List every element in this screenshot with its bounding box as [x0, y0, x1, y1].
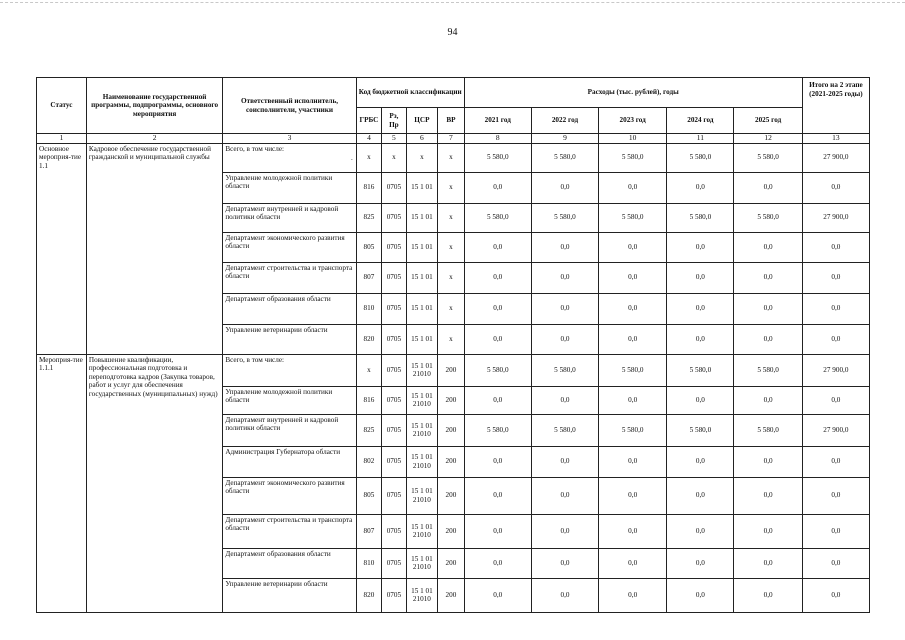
- executor-cell: [223, 386, 356, 414]
- budget-table: [36, 77, 870, 613]
- y2024-cell: 5 580,0: [667, 354, 734, 386]
- y2021-cell: 0,0: [464, 262, 531, 293]
- vr-cell: x: [438, 203, 464, 232]
- executor-cell: [223, 262, 356, 293]
- vr-cell: 200: [438, 446, 464, 477]
- y2022-cell: 5 580,0: [531, 143, 598, 172]
- total-cell: 0,0: [802, 293, 869, 324]
- executor-cell: [223, 477, 356, 514]
- y2021-cell: 5 580,0: [464, 414, 531, 446]
- vr-cell: 200: [438, 514, 464, 548]
- y2022-cell: 0,0: [531, 578, 598, 612]
- executor-cell: [223, 293, 356, 324]
- total-cell: 0,0: [802, 514, 869, 548]
- header-csr: ЦСР: [406, 108, 438, 134]
- total-cell: 0,0: [802, 324, 869, 354]
- y2023-cell: 0,0: [599, 293, 667, 324]
- total-cell: 0,0: [802, 548, 869, 578]
- csr-cell: 15 1 01 21010: [406, 446, 438, 477]
- executor-cell: [223, 232, 356, 262]
- y2025-cell: 0,0: [734, 514, 802, 548]
- table-header: [37, 78, 870, 144]
- grbs-cell: 805: [356, 477, 381, 514]
- grbs-cell: 820: [356, 578, 381, 612]
- group-main-activity-1-1: [37, 143, 870, 354]
- y2025-cell: 0,0: [734, 578, 802, 612]
- executor-label: Управление молодежной политики области: [225, 173, 333, 190]
- csr-cell: 15 1 01 21010: [406, 354, 438, 386]
- y2021-cell: 0,0: [464, 172, 531, 203]
- total-cell: 0,0: [802, 477, 869, 514]
- executor-label: Управление ветеринарии области: [225, 325, 328, 334]
- vr-cell: 200: [438, 477, 464, 514]
- header-2021: 2021 год: [464, 108, 531, 134]
- rzpr-cell: 0705: [382, 172, 406, 203]
- y2021-cell: 0,0: [464, 514, 531, 548]
- y2022-cell: 5 580,0: [531, 414, 598, 446]
- y2023-cell: 0,0: [599, 232, 667, 262]
- csr-cell: 15 1 01: [406, 203, 438, 232]
- page-top-rule: [0, 2, 905, 3]
- y2021-cell: 0,0: [464, 386, 531, 414]
- grbs-cell: x: [356, 143, 381, 172]
- csr-cell: 15 1 01: [406, 172, 438, 203]
- csr-cell: 15 1 01: [406, 324, 438, 354]
- y2023-cell: 0,0: [599, 514, 667, 548]
- executor-label: Всего, в том числе:: [225, 144, 285, 153]
- vr-cell: 200: [438, 578, 464, 612]
- col-number: 2: [86, 134, 222, 144]
- vr-cell: x: [438, 143, 464, 172]
- vr-cell: 200: [438, 386, 464, 414]
- y2025-cell: 0,0: [734, 262, 802, 293]
- col-number: 11: [667, 134, 734, 144]
- col-number: 5: [382, 134, 406, 144]
- grbs-cell: 816: [356, 172, 381, 203]
- header-executor: Ответственный исполнитель, соисполнители, участники: [223, 78, 356, 134]
- executor-label: Департамент экономического развития области: [225, 233, 345, 250]
- csr-cell: 15 1 01 21010: [406, 548, 438, 578]
- y2022-cell: 0,0: [531, 324, 598, 354]
- header-rzpr: Рз, Пр: [382, 108, 406, 134]
- executor-cell: [223, 143, 356, 172]
- header-2022: 2022 год: [531, 108, 598, 134]
- executor-cell: [223, 324, 356, 354]
- csr-cell: 15 1 01 21010: [406, 514, 438, 548]
- y2023-cell: 0,0: [599, 386, 667, 414]
- total-cell: 0,0: [802, 232, 869, 262]
- status-cell: Мероприя-тие 1.1.1: [37, 354, 87, 612]
- executor-label: Департамент строительства и транспорта области: [225, 515, 353, 532]
- y2023-cell: 0,0: [599, 548, 667, 578]
- csr-cell: 15 1 01: [406, 232, 438, 262]
- y2022-cell: 0,0: [531, 172, 598, 203]
- grbs-cell: 805: [356, 232, 381, 262]
- y2022-cell: 0,0: [531, 386, 598, 414]
- executor-cell: [223, 203, 356, 232]
- grbs-cell: 807: [356, 262, 381, 293]
- col-number: 9: [531, 134, 598, 144]
- executor-cell: [223, 172, 356, 203]
- y2025-cell: 5 580,0: [734, 354, 802, 386]
- executor-label: Департамент строительства и транспорта области: [225, 263, 353, 280]
- y2022-cell: 0,0: [531, 262, 598, 293]
- y2023-cell: 0,0: [599, 324, 667, 354]
- csr-cell: 15 1 01: [406, 293, 438, 324]
- executor-cell: [223, 354, 356, 386]
- y2023-cell: 0,0: [599, 446, 667, 477]
- header-budget-code: Код бюджетной классификации: [356, 78, 464, 108]
- executor-cell: [223, 446, 356, 477]
- total-cell: 0,0: [802, 262, 869, 293]
- y2023-cell: 5 580,0: [599, 143, 667, 172]
- y2023-cell: 5 580,0: [599, 354, 667, 386]
- y2023-cell: 5 580,0: [599, 203, 667, 232]
- y2024-cell: 0,0: [667, 514, 734, 548]
- y2021-cell: 0,0: [464, 477, 531, 514]
- y2025-cell: 0,0: [734, 172, 802, 203]
- rzpr-cell: 0705: [382, 446, 406, 477]
- vr-cell: 200: [438, 414, 464, 446]
- y2024-cell: 0,0: [667, 578, 734, 612]
- rzpr-cell: 0705: [382, 232, 406, 262]
- rzpr-cell: 0705: [382, 578, 406, 612]
- y2021-cell: 0,0: [464, 232, 531, 262]
- rzpr-cell: 0705: [382, 548, 406, 578]
- y2021-cell: 5 580,0: [464, 203, 531, 232]
- total-cell: 0,0: [802, 172, 869, 203]
- executor-label: Департамент внутренней и кадровой политики области: [225, 204, 339, 221]
- rzpr-cell: 0705: [382, 414, 406, 446]
- csr-cell: 15 1 01 21010: [406, 386, 438, 414]
- executor-label: Администрация Губернатора области: [225, 447, 341, 456]
- rzpr-cell: 0705: [382, 293, 406, 324]
- total-cell: 27 900,0: [802, 143, 869, 172]
- col-number: 12: [734, 134, 802, 144]
- executor-cell: [223, 578, 356, 612]
- executor-label: Департамент образования области: [225, 549, 331, 558]
- y2025-cell: 0,0: [734, 446, 802, 477]
- executor-label: Департамент образования области: [225, 294, 331, 303]
- total-cell: 27 900,0: [802, 354, 869, 386]
- rzpr-cell: 0705: [382, 514, 406, 548]
- y2023-cell: 0,0: [599, 172, 667, 203]
- csr-cell: x: [406, 143, 438, 172]
- y2021-cell: 5 580,0: [464, 143, 531, 172]
- rzpr-cell: 0705: [382, 477, 406, 514]
- col-number: 8: [464, 134, 531, 144]
- y2025-cell: 5 580,0: [734, 203, 802, 232]
- y2025-cell: 0,0: [734, 386, 802, 414]
- vr-cell: x: [438, 324, 464, 354]
- rzpr-cell: 0705: [382, 386, 406, 414]
- grbs-cell: 816: [356, 386, 381, 414]
- grbs-cell: 802: [356, 446, 381, 477]
- grbs-cell: x: [356, 354, 381, 386]
- header-2023: 2023 год: [599, 108, 667, 134]
- executor-cell: [223, 548, 356, 578]
- executor-cell: [223, 514, 356, 548]
- vr-cell: 200: [438, 354, 464, 386]
- executor-label: Всего, в том числе:: [225, 355, 285, 364]
- y2021-cell: 0,0: [464, 548, 531, 578]
- executor-cell: [223, 414, 356, 446]
- col-number: 1: [37, 134, 87, 144]
- rzpr-cell: 0705: [382, 262, 406, 293]
- col-number: 7: [438, 134, 464, 144]
- y2024-cell: 5 580,0: [667, 203, 734, 232]
- y2024-cell: 0,0: [667, 262, 734, 293]
- csr-cell: 15 1 01: [406, 262, 438, 293]
- rzpr-cell: 0705: [382, 324, 406, 354]
- y2024-cell: 0,0: [667, 446, 734, 477]
- header-status: Статус: [37, 78, 87, 134]
- executor-label: Департамент экономического развития области: [225, 478, 345, 495]
- vr-cell: x: [438, 293, 464, 324]
- tick-mark: -: [350, 156, 353, 163]
- header-total: Итого на 2 этапе (2021-2025 годы): [802, 78, 869, 134]
- header-name: Наименование государственной программы, подпрограммы, основного мероприятия: [86, 78, 222, 134]
- total-cell: 27 900,0: [802, 414, 869, 446]
- csr-cell: 15 1 01 21010: [406, 477, 438, 514]
- grbs-cell: 810: [356, 293, 381, 324]
- y2023-cell: 5 580,0: [599, 414, 667, 446]
- y2025-cell: 0,0: [734, 324, 802, 354]
- page-number: 94: [447, 27, 458, 38]
- vr-cell: x: [438, 232, 464, 262]
- vr-cell: 200: [438, 548, 464, 578]
- y2021-cell: 0,0: [464, 446, 531, 477]
- header-2025: 2025 год: [734, 108, 802, 134]
- y2022-cell: 0,0: [531, 548, 598, 578]
- y2025-cell: 0,0: [734, 477, 802, 514]
- total-cell: 0,0: [802, 386, 869, 414]
- header-vr: ВР: [438, 108, 464, 134]
- y2024-cell: 0,0: [667, 324, 734, 354]
- y2022-cell: 0,0: [531, 446, 598, 477]
- y2022-cell: 0,0: [531, 477, 598, 514]
- column-number-row: [37, 134, 870, 144]
- col-number: 10: [599, 134, 667, 144]
- total-cell: 0,0: [802, 578, 869, 612]
- rzpr-cell: 0705: [382, 203, 406, 232]
- total-cell: 0,0: [802, 446, 869, 477]
- total-cell: 27 900,0: [802, 203, 869, 232]
- y2024-cell: 5 580,0: [667, 414, 734, 446]
- y2025-cell: 0,0: [734, 232, 802, 262]
- group-activity-1-1-1: [37, 354, 870, 612]
- program-name-cell: Повышение квалификации, профессиональная подготовка и переподготовка кадров (Закупка товаров, работ и услуг для обеспечения государственных (муниципальных) нужд): [86, 354, 222, 612]
- y2024-cell: 0,0: [667, 548, 734, 578]
- grbs-cell: 807: [356, 514, 381, 548]
- vr-cell: x: [438, 172, 464, 203]
- grbs-cell: 810: [356, 548, 381, 578]
- col-number: 4: [356, 134, 381, 144]
- y2021-cell: 0,0: [464, 293, 531, 324]
- vr-cell: x: [438, 262, 464, 293]
- y2021-cell: 5 580,0: [464, 354, 531, 386]
- col-number: 6: [406, 134, 438, 144]
- y2023-cell: 0,0: [599, 578, 667, 612]
- y2022-cell: 5 580,0: [531, 203, 598, 232]
- status-cell: Основное мероприя-тие 1.1: [37, 143, 87, 354]
- col-number: 13: [802, 134, 869, 144]
- y2024-cell: 0,0: [667, 386, 734, 414]
- header-expenses: Расходы (тыс. рублей), годы: [464, 78, 802, 108]
- y2022-cell: 0,0: [531, 514, 598, 548]
- y2025-cell: 5 580,0: [734, 414, 802, 446]
- y2022-cell: 0,0: [531, 293, 598, 324]
- y2025-cell: 0,0: [734, 548, 802, 578]
- table-row: [37, 143, 870, 172]
- y2024-cell: 0,0: [667, 477, 734, 514]
- grbs-cell: 825: [356, 414, 381, 446]
- header-grbs: ГРБС: [356, 108, 381, 134]
- grbs-cell: 820: [356, 324, 381, 354]
- y2024-cell: 5 580,0: [667, 143, 734, 172]
- csr-cell: 15 1 01 21010: [406, 414, 438, 446]
- executor-label: Департамент внутренней и кадровой политики области: [225, 415, 339, 432]
- rzpr-cell: 0705: [382, 354, 406, 386]
- executor-label: Управление молодежной политики области: [225, 387, 333, 404]
- header-2024: 2024 год: [667, 108, 734, 134]
- y2024-cell: 0,0: [667, 293, 734, 324]
- y2024-cell: 0,0: [667, 172, 734, 203]
- y2023-cell: 0,0: [599, 477, 667, 514]
- col-number: 3: [223, 134, 356, 144]
- rzpr-cell: x: [382, 143, 406, 172]
- program-name-cell: Кадровое обеспечение государственной гражданской и муниципальной службы: [86, 143, 222, 354]
- y2022-cell: 0,0: [531, 232, 598, 262]
- y2025-cell: 5 580,0: [734, 143, 802, 172]
- csr-cell: 15 1 01 21010: [406, 578, 438, 612]
- y2024-cell: 0,0: [667, 232, 734, 262]
- table-row: [37, 354, 870, 386]
- executor-label: Управление ветеринарии области: [225, 579, 328, 588]
- y2022-cell: 5 580,0: [531, 354, 598, 386]
- grbs-cell: 825: [356, 203, 381, 232]
- y2021-cell: 0,0: [464, 578, 531, 612]
- y2025-cell: 0,0: [734, 293, 802, 324]
- y2021-cell: 0,0: [464, 324, 531, 354]
- y2023-cell: 0,0: [599, 262, 667, 293]
